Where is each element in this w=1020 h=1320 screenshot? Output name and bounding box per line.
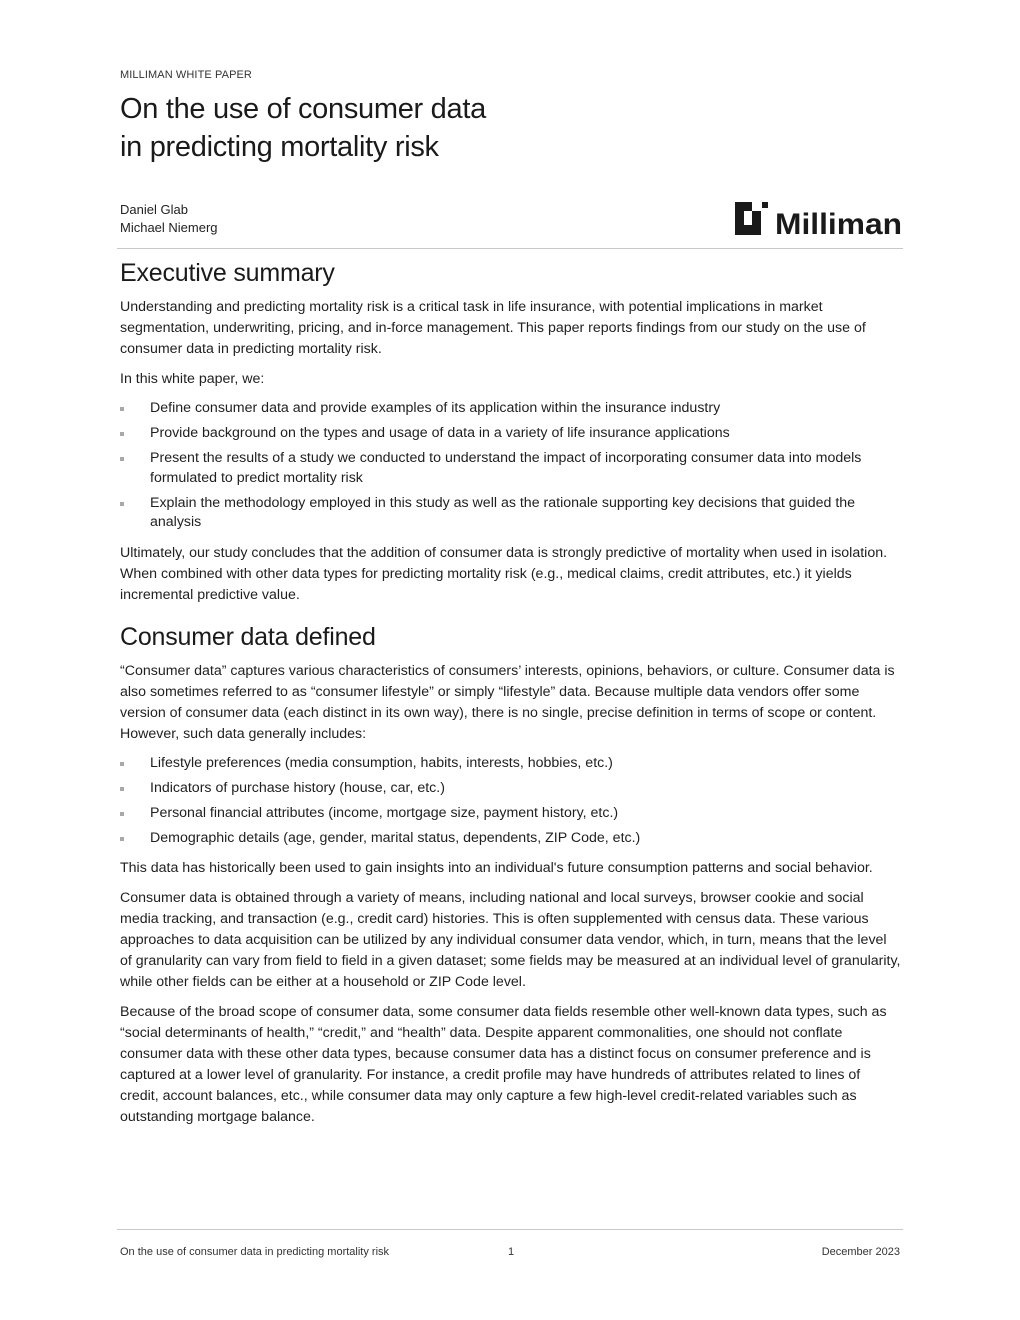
footer-divider	[117, 1229, 903, 1230]
paragraph: In this white paper, we:	[120, 371, 265, 387]
list-item: Explain the methodology employed in this study as well as the rationale supporting key decisions that guided the analysis	[120, 494, 902, 533]
footer-doc-title: On the use of consumer data in predicting mortality risk	[120, 1246, 390, 1258]
milliman-logo	[735, 199, 905, 239]
list-item: Provide background on the types and usage of data in a variety of life insurance applications	[120, 424, 902, 444]
executive-summary-section	[120, 256, 902, 606]
bullet-list	[120, 399, 902, 533]
section-heading: Executive summary	[120, 259, 335, 287]
bullet-list	[120, 754, 902, 849]
section-heading: Consumer data defined	[120, 622, 376, 651]
title-line-1: On the use of consumer data	[120, 93, 486, 125]
author-list	[120, 201, 218, 237]
author-name: Daniel Glab	[120, 202, 188, 217]
milliman-logo-mark-icon	[735, 202, 768, 235]
page-number: 1	[508, 1246, 515, 1258]
list-item: Present the results of a study we conducted to understand the impact of incorporating consumer data into models formulated to predict mortality risk	[120, 449, 902, 488]
paragraph: Consumer data is obtained through a variety of means, including national and local surveys, browser cookie and social media tracking, and transaction (e.g., credit card) histories. This is often supplemented with census data. These various approaches to data acquisition can be utilized by any individual consumer data vendor, which, in turn, means that the level of granularity can vary from field to field in a given dataset; some fields may be measured at an individual level of granularity, while other fields can be either at a household or ZIP Code level.	[120, 890, 901, 990]
paragraph: Ultimately, our study concludes that the addition of consumer data is strongly predictive of mortality when used in isolation. When combined with other data types for predicting mortality risk (e.g., medical claims, credit attributes, etc.) it yields incremental predictive value.	[120, 544, 888, 603]
paper-title	[120, 90, 486, 166]
title-line-2: in predicting mortality risk	[120, 131, 439, 163]
paragraph: Because of the broad scope of consumer data, some consumer data fields resemble other well-known data types, such as “social determinants of health,” “credit,” and “health” data. Despite apparent commonalities, one should not conflate consumer data with these other data types, because consumer data has a distinct focus on consumer preference and is captured at a lower level of granularity. For instance, a credit profile may have hundreds of attributes related to lines of credit, account balances, etc., while consumer data may only capture a few high-level credit-related variables such as outstanding mortgage balance.	[120, 1004, 887, 1125]
list-item: Define consumer data and provide examples of its application within the insurance industry	[120, 399, 902, 419]
header-divider	[117, 248, 903, 249]
author-name: Michael Niemerg	[120, 220, 218, 235]
paragraph: Understanding and predicting mortality risk is a critical task in life insurance, with potential implications in market segmentation, underwriting, pricing, and in-force management. This paper reports findings from our study on the use of consumer data in predicting mortality risk.	[120, 299, 866, 357]
eyebrow-label: MILLIMAN WHITE PAPER	[120, 69, 252, 81]
consumer-data-section	[120, 620, 902, 1129]
paragraph: “Consumer data” captures various characteristics of consumers’ interests, opinions, behaviors, or culture. Consumer data is also sometimes referred to as “consumer lifestyle” or simply “lifestyle” data. Because multiple data vendors offer some version of consumer data (each distinct in its own way), there is no single, precise definition in terms of scope or content. However, such data generally includes:	[120, 662, 895, 742]
footer-date: December 2023	[821, 1246, 900, 1258]
list-item: Demographic details (age, gender, marital status, dependents, ZIP Code, etc.)	[120, 829, 902, 849]
list-item: Lifestyle preferences (media consumption, habits, interests, hobbies, etc.)	[120, 754, 902, 774]
list-item: Personal financial attributes (income, mortgage size, payment history, etc.)	[120, 804, 902, 824]
paragraph: This data has historically been used to gain insights into an individual's future consumption patterns and social behavior.	[120, 860, 873, 876]
milliman-logo-wordmark: Milliman	[775, 208, 902, 239]
body-content	[120, 256, 902, 1137]
list-item: Indicators of purchase history (house, car, etc.)	[120, 779, 902, 799]
